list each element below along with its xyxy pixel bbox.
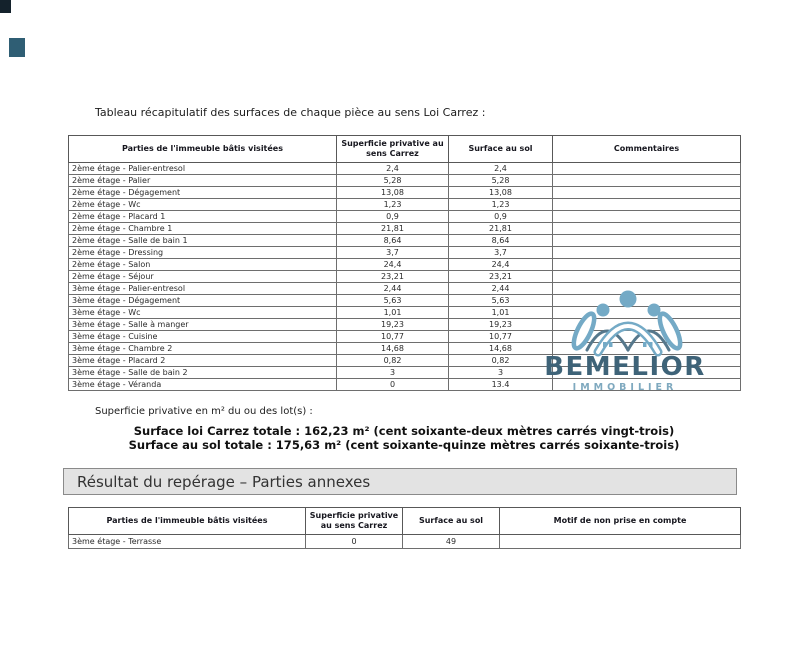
corner-artifact-teal	[9, 38, 25, 57]
table-row	[69, 259, 741, 271]
cell-sol: 10,77	[449, 331, 553, 343]
cell-carrez: 8,64	[337, 235, 449, 247]
cell-piece: 2ème étage - Placard 1	[69, 211, 337, 223]
cell-carrez: 13,08	[337, 187, 449, 199]
cell-commentaire	[553, 175, 741, 187]
cell-carrez: 5,63	[337, 295, 449, 307]
cell-carrez: 0	[306, 535, 403, 549]
total-sol-line: Surface au sol totale : 175,63 m² (cent soixante-quinze mètres carrés soixante-trois)	[128, 438, 680, 452]
cell-piece: 2ème étage - Dressing	[69, 247, 337, 259]
cell-piece: 3ème étage - Salle à manger	[69, 319, 337, 331]
header-parties: Parties de l'immeuble bâtis visitées	[69, 136, 337, 163]
cell-sol: 14,68	[449, 343, 553, 355]
cell-piece: 3ème étage - Placard 2	[69, 355, 337, 367]
section-annexes-header	[63, 468, 737, 495]
cell-piece: 3ème étage - Palier-entresol	[69, 283, 337, 295]
cell-carrez: 0,82	[337, 355, 449, 367]
cell-piece: 3ème étage - Chambre 2	[69, 343, 337, 355]
totals-block	[68, 424, 740, 452]
cell-sol: 0,9	[449, 211, 553, 223]
cell-piece: 2ème étage - Salle de bain 1	[69, 235, 337, 247]
cell-commentaire	[553, 199, 741, 211]
cell-carrez: 3,7	[337, 247, 449, 259]
section-annexes-title: Résultat du repérage – Parties annexes	[77, 472, 371, 491]
cell-sol: 3,7	[449, 247, 553, 259]
header-superficie-carrez: Superficie privative au sens Carrez	[306, 508, 403, 535]
cell-carrez: 24,4	[337, 259, 449, 271]
cell-sol: 2,4	[449, 163, 553, 175]
header-commentaires: Commentaires	[553, 136, 741, 163]
table-row	[69, 223, 741, 235]
header-surface-sol: Surface au sol	[403, 508, 500, 535]
cell-sol: 5,28	[449, 175, 553, 187]
cell-carrez: 21,81	[337, 223, 449, 235]
cell-piece: 2ème étage - Chambre 1	[69, 223, 337, 235]
cell-sol: 8,64	[449, 235, 553, 247]
cell-sol: 1,01	[449, 307, 553, 319]
table-row	[69, 211, 741, 223]
header-surface-sol: Surface au sol	[449, 136, 553, 163]
header-parties: Parties de l'immeuble bâtis visitées	[69, 508, 306, 535]
cell-sol: 3	[449, 367, 553, 379]
table-row	[69, 535, 741, 549]
cell-carrez: 1,23	[337, 199, 449, 211]
cell-sol: 23,21	[449, 271, 553, 283]
cell-piece: 3ème étage - Salle de bain 2	[69, 367, 337, 379]
corner-artifact-dark	[0, 0, 11, 13]
cell-carrez: 5,28	[337, 175, 449, 187]
cell-sol: 21,81	[449, 223, 553, 235]
total-carrez-line: Surface loi Carrez totale : 162,23 m² (cent soixante-deux mètres carrés vingt-trois)	[133, 424, 675, 438]
surfaces-table-header	[69, 136, 741, 163]
cell-commentaire	[553, 271, 741, 283]
cell-sol: 19,23	[449, 319, 553, 331]
cell-piece: 3ème étage - Dégagement	[69, 295, 337, 307]
table-row	[69, 175, 741, 187]
cell-commentaire	[553, 259, 741, 271]
cell-piece: 3ème étage - Wc	[69, 307, 337, 319]
cell-carrez: 14,68	[337, 343, 449, 355]
cell-sol: 24,4	[449, 259, 553, 271]
cell-commentaire	[553, 247, 741, 259]
cell-sol: 5,63	[449, 295, 553, 307]
header-motif: Motif de non prise en compte	[500, 508, 741, 535]
table-row	[69, 187, 741, 199]
cell-piece: 2ème étage - Wc	[69, 199, 337, 211]
annexes-table-container	[68, 507, 740, 549]
cell-piece: 2ème étage - Salon	[69, 259, 337, 271]
cell-carrez: 23,21	[337, 271, 449, 283]
bemelior-logo-icon	[544, 286, 706, 358]
cell-carrez: 0	[337, 379, 449, 391]
cell-commentaire	[553, 223, 741, 235]
cell-piece: 2ème étage - Palier-entresol	[69, 163, 337, 175]
cell-piece: 3ème étage - Véranda	[69, 379, 337, 391]
cell-piece: 3ème étage - Terrasse	[69, 535, 306, 549]
cell-sol: 13,08	[449, 187, 553, 199]
cell-sol: 0,82	[449, 355, 553, 367]
table-row	[69, 235, 741, 247]
cell-sol: 2,44	[449, 283, 553, 295]
annexes-table-header	[69, 508, 741, 535]
cell-carrez: 10,77	[337, 331, 449, 343]
lots-surface-label: Superficie privative en m² du ou des lot(s) :	[95, 406, 313, 417]
cell-carrez: 19,23	[337, 319, 449, 331]
cell-carrez: 0,9	[337, 211, 449, 223]
cell-piece: 2ème étage - Dégagement	[69, 187, 337, 199]
cell-commentaire	[553, 211, 741, 223]
surfaces-table-title: Tableau récapitulatif des surfaces de chaque pièce au sens Loi Carrez :	[95, 106, 486, 119]
cell-piece: 2ème étage - Palier	[69, 175, 337, 187]
table-row	[69, 199, 741, 211]
cell-piece: 2ème étage - Séjour	[69, 271, 337, 283]
table-row	[69, 163, 741, 175]
cell-carrez: 1,01	[337, 307, 449, 319]
cell-carrez: 3	[337, 367, 449, 379]
cell-motif	[500, 535, 741, 549]
cell-carrez: 2,44	[337, 283, 449, 295]
logo-brand-text: BEMELIOR	[544, 352, 706, 382]
cell-commentaire	[553, 235, 741, 247]
cell-sol: 49	[403, 535, 500, 549]
cell-commentaire	[553, 187, 741, 199]
cell-sol: 13.4	[449, 379, 553, 391]
cell-carrez: 2,4	[337, 163, 449, 175]
cell-sol: 1,23	[449, 199, 553, 211]
header-superficie-carrez: Superficie privative au sens Carrez	[337, 136, 449, 163]
table-row	[69, 271, 741, 283]
cell-piece: 3ème étage - Cuisine	[69, 331, 337, 343]
annexes-table	[68, 507, 741, 549]
bemelior-logo	[544, 286, 706, 393]
table-row	[69, 247, 741, 259]
cell-commentaire	[553, 163, 741, 175]
logo-tagline-text: IMMOBILIER	[572, 382, 678, 393]
